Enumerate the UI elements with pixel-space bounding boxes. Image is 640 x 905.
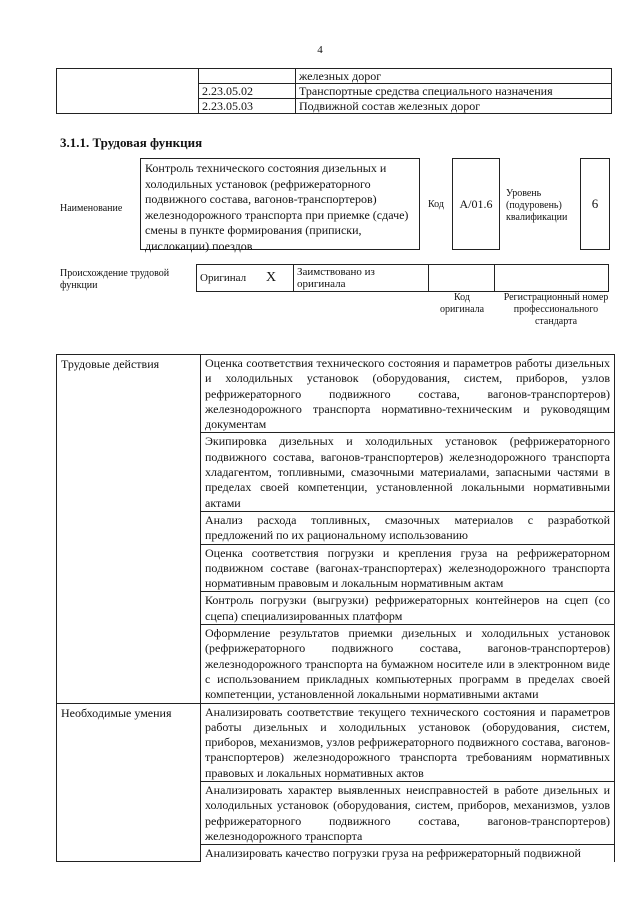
code-caption: Код оригинала (439, 292, 485, 315)
origin-table (196, 264, 609, 292)
list-item: Оформление результатов приемки дизельных и холодильных установок (рефрижераторного подвижного состава, вагонов-транспортеров) железнодорожного транспорта на бумажном носителе или в электронном виде с использованием прикладных компьютерных программ в пределах своей компетенции, установленной локальными нормативными актами (201, 625, 615, 703)
list-item: Оценка соответствия технического состояния и параметров работы дизельных и холодильных установок (оборудования, систем, приборов, узлов рефрижераторного подвижного состава, вагонов-транспортеров) железнодорожного транспорта нормативно-техническим и руководящим документам (201, 355, 615, 433)
list-item: Анализ расхода топливных, смазочных материалов с разработкой предложений по их рациональному использованию (201, 511, 615, 544)
section-title: 3.1.1. Трудовая функция (60, 135, 203, 150)
table-row (57, 355, 615, 433)
borrowed-label: Заимствовано из оригинала (294, 265, 429, 292)
list-item: Экипировка дизельных и холодильных установок (рефрижераторного подвижного состава, вагонов-транспортеров) железнодорожного транспорта хладагентом, топливными, смазочными материалами, запасными частями в пределах своей компетенции, установленной локальными нормативными актами (201, 433, 615, 511)
list-item: Оценка соответствия погрузки и крепления груза на рефрижераторном подвижном составе (вагонах-транспортерах) железнодорожного транспорта нормативным правовым и локальным нормативным актам (201, 544, 615, 592)
level-label: Уровень (подуровень) квалификации (506, 188, 568, 223)
list-item: Анализировать соответствие текущего технического состояния и параметров работы дизельных и холодильных установок (оборудования, систем, приборов, механизмов, узлов рефрижераторного подвижного состава, вагонов-транспортеров) железнодорожного транспорта требованиям нормативных правовых и локальных нормативных актов (201, 703, 615, 781)
original-label: Оригинал (197, 265, 264, 292)
table-row (57, 69, 612, 84)
table-row (197, 265, 609, 292)
labor-actions-label: Трудовые действия (57, 355, 201, 704)
code-cell: 2.23.05.02 (199, 84, 296, 99)
function-name-box: Контроль технического состояния дизельных и холодильных установок (рефрижераторного подвижного состава, вагонов-транспортеров) железнодорожного транспорта при приемке (сдаче) смены в пункте формирования (приписки, дислокации) поездов (140, 158, 420, 250)
code-cell: 2.23.05.03 (199, 99, 296, 114)
empty-cell (57, 69, 199, 114)
reg-caption: Регистрационный номер профессионального стандарта (503, 292, 609, 327)
code-label: Код (428, 199, 444, 210)
text-cell: Подвижной состав железных дорог (296, 99, 612, 114)
origin-label: Происхождение трудовой функции (60, 268, 170, 291)
list-item: Анализировать качество погрузки груза на рефрижераторный подвижной (201, 845, 615, 862)
original-mark: X (263, 265, 294, 292)
function-details-table (56, 354, 615, 862)
list-item: Анализировать характер выявленных неисправностей в работе дизельных и холодильных установок (оборудования, систем, приборов, механизмов, узлов рефрижераторного подвижного состава, вагонов-транспортеров) железнодорожного транспорта (201, 782, 615, 845)
page-number: 4 (317, 44, 323, 56)
origin-code-cell (429, 265, 495, 292)
education-codes-table (56, 68, 612, 114)
text-cell: Транспортные средства специального назначения (296, 84, 612, 99)
reg-number-cell (495, 265, 609, 292)
table-row (57, 703, 615, 781)
list-item: Контроль погрузки (выгрузки) рефрижераторных контейнеров на сцеп (со сцепа) специализированных платформ (201, 592, 615, 625)
skills-label: Необходимые умения (57, 703, 201, 861)
code-cell (199, 69, 296, 84)
level-box: 6 (580, 158, 610, 250)
function-code-box: A/01.6 (452, 158, 500, 250)
text-cell: железных дорог (296, 69, 612, 84)
name-label: Наименование (60, 203, 123, 214)
